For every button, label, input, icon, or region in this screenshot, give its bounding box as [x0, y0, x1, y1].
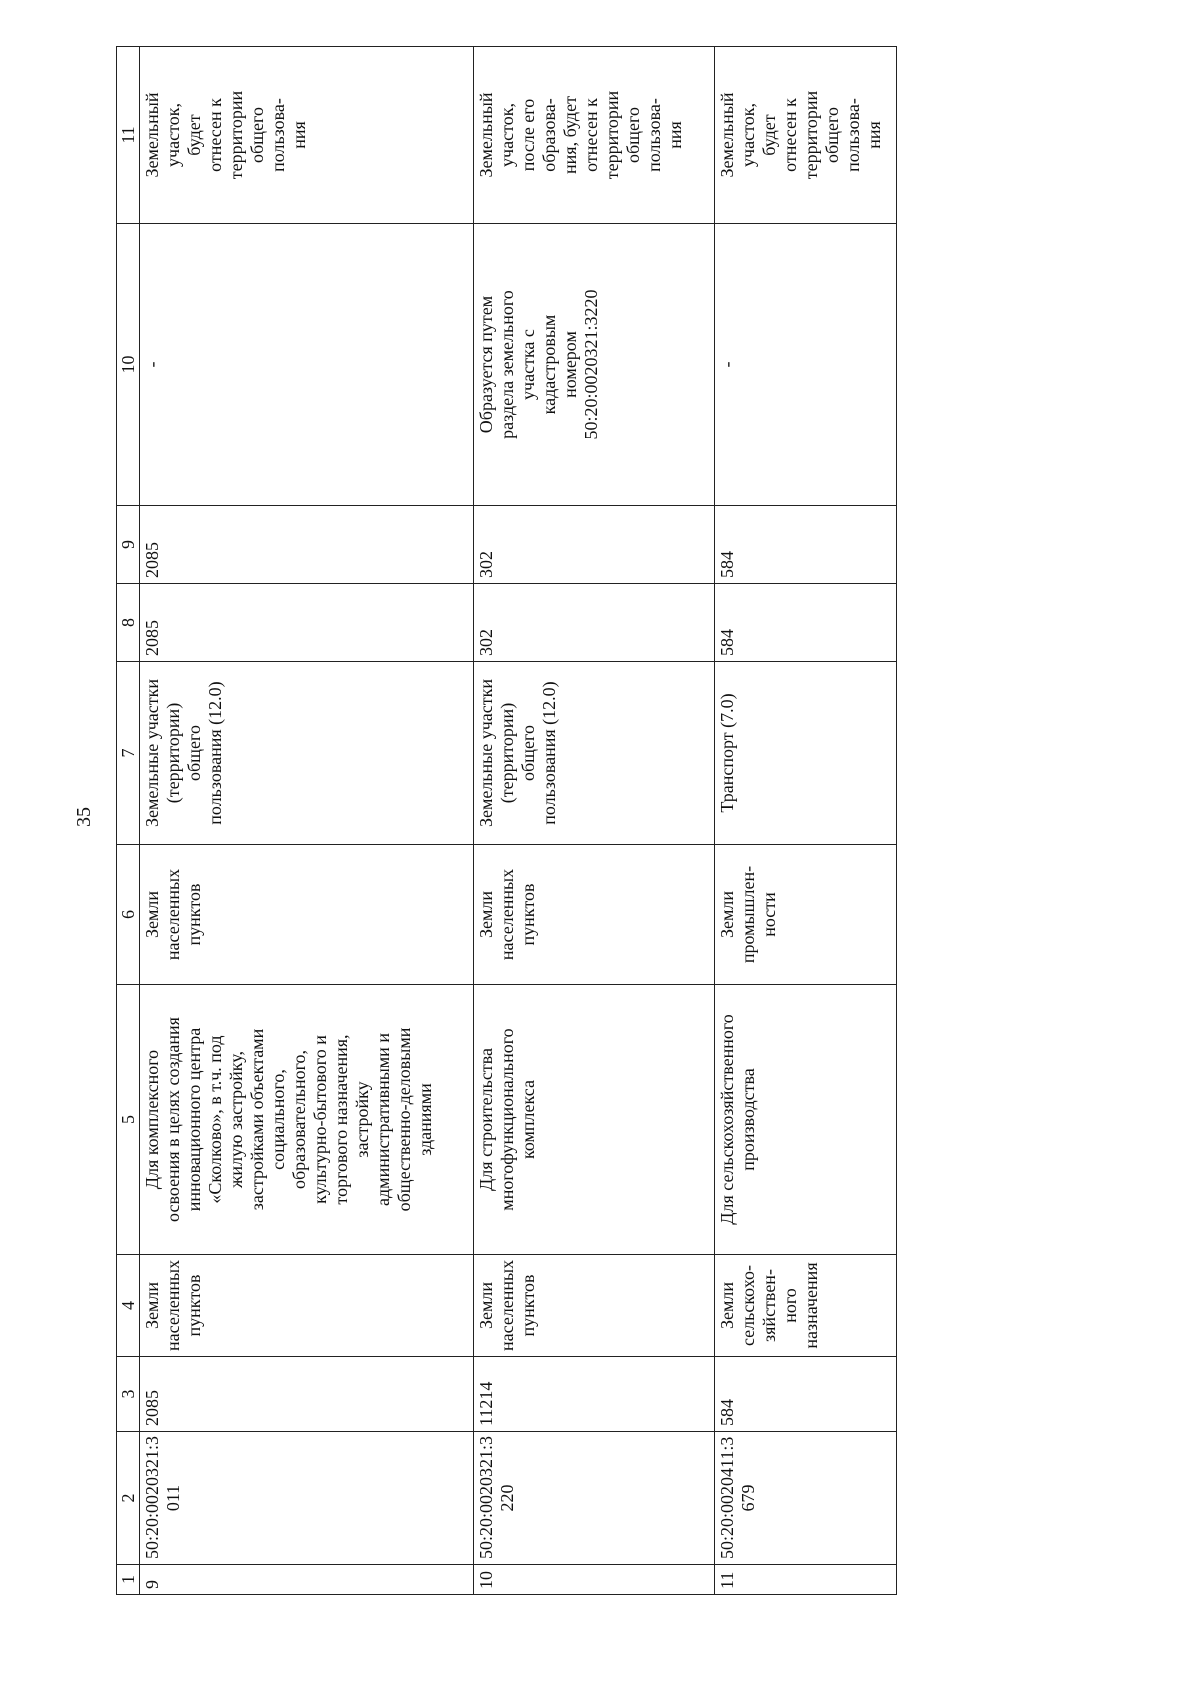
column-number-10: 10 — [117, 224, 140, 506]
formation-note-cell: Образуется путем раздела земельного участка с кадастровым номером 50:20:0020321:3220 — [474, 224, 715, 506]
row-number-cell: 10 — [474, 1565, 715, 1595]
remark-cell: Земельный участок, после его образова- ния, будет отнесен к территории общего пользова- ния — [474, 47, 715, 224]
row-number-cell: 11 — [715, 1565, 897, 1595]
column-number-8: 8 — [117, 584, 140, 662]
new-permitted-use-cell: Транспорт (7.0) — [715, 662, 897, 845]
area-cell: 584 — [715, 1357, 897, 1432]
new-land-category-cell: Земли населенных пунктов — [140, 845, 474, 985]
column-number-7: 7 — [117, 662, 140, 845]
column-number-1: 1 — [117, 1565, 140, 1595]
area-value-cell-2: 584 — [715, 506, 897, 584]
cadastral-number-cell: 50:20:0020321:3 220 — [474, 1432, 715, 1565]
column-number-5: 5 — [117, 985, 140, 1255]
area-value-cell-2: 302 — [474, 506, 715, 584]
remark-cell: Земельный участок, будет отнесен к территории общего пользова- ния — [140, 47, 474, 224]
table-row — [474, 47, 715, 1595]
new-permitted-use-cell: Земельные участки (территории) общего пользования (12.0) — [474, 662, 715, 845]
land-category-cell: Земли населенных пунктов — [474, 1255, 715, 1357]
column-number-11: 11 — [117, 47, 140, 224]
column-number-9: 9 — [117, 506, 140, 584]
column-number-3: 3 — [117, 1357, 140, 1432]
permitted-use-cell: Для строительства многофункционального комплекса — [474, 985, 715, 1255]
table-row — [715, 47, 897, 1595]
permitted-use-cell: Для комплексного освоения в целях создания инновационного центра «Сколково», в т.ч. под жилую застройку, застройками объектами социального, образовательного, культурно-бытового и торгового назначения, застройку административными и общественно-деловыми зданиями — [140, 985, 474, 1255]
page-number: 35 — [73, 807, 95, 827]
column-number-header-row — [117, 47, 140, 1595]
remark-cell: Земельный участок, будет отнесен к территории общего пользова- ния — [715, 47, 897, 224]
cadastral-number-cell: 50:20:0020321:3 011 — [140, 1432, 474, 1565]
new-permitted-use-cell: Земельные участки (территории) общего пользования (12.0) — [140, 662, 474, 845]
area-cell: 2085 — [140, 1357, 474, 1432]
row-number-cell: 9 — [140, 1565, 474, 1595]
permitted-use-cell: Для сельскохозяйственного производства — [715, 985, 897, 1255]
land-category-cell: Земли населенных пунктов — [140, 1255, 474, 1357]
formation-note-cell: - — [715, 224, 897, 506]
area-value-cell-2: 2085 — [140, 506, 474, 584]
column-number-2: 2 — [117, 1432, 140, 1565]
land-plots-table-container — [116, 47, 921, 1595]
new-land-category-cell: Земли населенных пунктов — [474, 845, 715, 985]
column-number-6: 6 — [117, 845, 140, 985]
new-land-category-cell: Земли промышлен- ности — [715, 845, 897, 985]
area-value-cell: 2085 — [140, 584, 474, 662]
cadastral-number-cell: 50:20:0020411:3 679 — [715, 1432, 897, 1565]
area-cell: 11214 — [474, 1357, 715, 1432]
land-plots-table — [116, 46, 897, 1595]
area-value-cell: 302 — [474, 584, 715, 662]
column-number-4: 4 — [117, 1255, 140, 1357]
area-value-cell: 584 — [715, 584, 897, 662]
table-row — [140, 47, 474, 1595]
land-category-cell: Земли сельскохо- зяйствен- ного назначения — [715, 1255, 897, 1357]
formation-note-cell: - — [140, 224, 474, 506]
